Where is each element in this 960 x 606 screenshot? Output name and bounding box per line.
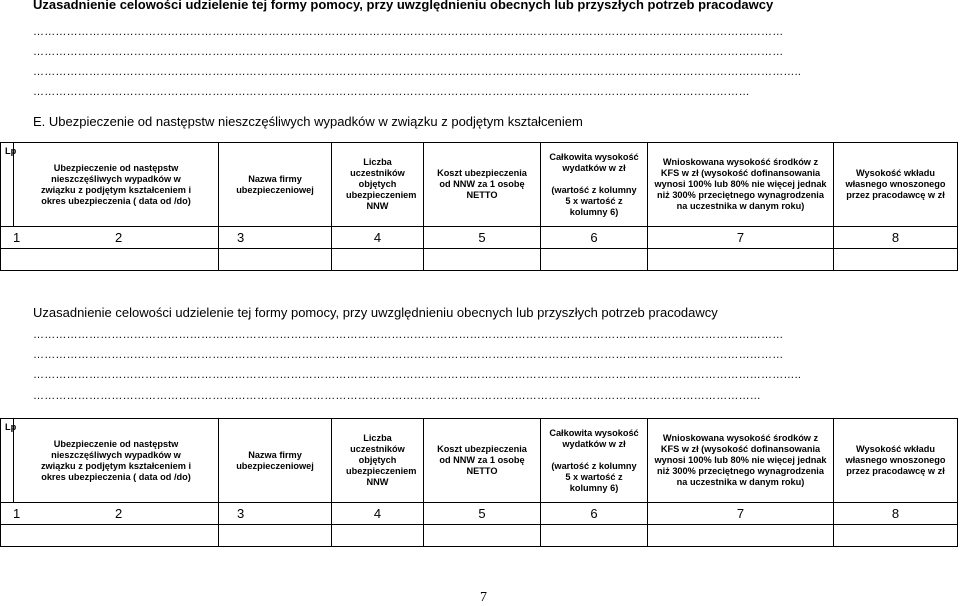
column-number-4-b: 4 <box>332 503 424 525</box>
bottom-dot-line-3[interactable]: …………………………………………………………………………………………………………………………………………………………………………………….. <box>33 369 802 381</box>
header-own-contribution: Wysokość wkładu własnego wnoszonego przez pracodawcę w zł <box>834 143 958 227</box>
header-lp: Lp <box>1 143 14 227</box>
entry-cell-participants[interactable] <box>332 249 424 271</box>
page-number: 7 <box>480 590 487 605</box>
column-number-7-b: 7 <box>648 503 834 525</box>
header-insurance-period-2: Ubezpieczenie od następstw nieszczęśliwych wypadków w związku z podjętym kształceniem i okres ubezpieczenia ( data od /do) <box>14 419 219 503</box>
top-dot-line-3[interactable]: …………………………………………………………………………………………………………………………………………………………………………………….. <box>33 66 802 78</box>
header-kfs-amount-2: Wnioskowana wysokość środków z KFS w zł (wysokość dofinansowania wynosi 100% lub 80% nie więcej jednak niż 300% przeciętnego wynagrodzenia na uczestnika w danym roku) <box>648 419 834 503</box>
column-number-5: 5 <box>424 227 541 249</box>
top-dot-line-1[interactable]: ………………………………………………………………………………………………………………………………………………………………………………… <box>33 26 784 38</box>
column-number-6-b: 6 <box>541 503 648 525</box>
column-number-6: 6 <box>541 227 648 249</box>
column-number-5-b: 5 <box>424 503 541 525</box>
entry-cell-cost[interactable] <box>424 249 541 271</box>
bottom-dot-line-1[interactable]: ………………………………………………………………………………………………………………………………………………………………………………… <box>33 329 784 341</box>
entry-cell-insurer[interactable] <box>219 249 332 271</box>
entry-cell-own[interactable] <box>834 249 958 271</box>
bottom-dot-line-2[interactable]: ………………………………………………………………………………………………………………………………………………………………………………… <box>33 349 784 361</box>
insurance-table-2 <box>0 418 958 547</box>
bottom-dot-line-4[interactable]: …………………………………………………………………………………………………………………………………………………………………………… <box>33 390 761 402</box>
bottom-justification-heading: Uzasadnienie celowości udzielenie tej formy pomocy, przy uwzględnieniu obecnych lub przyszłych potrzeb pracodawcy <box>33 305 718 320</box>
column-number-8-b: 8 <box>834 503 958 525</box>
header-total-expenses <box>541 143 648 227</box>
column-number-3: 3 <box>237 230 245 245</box>
column-number-cell-2 <box>115 227 332 249</box>
column-number-3-b: 3 <box>237 506 245 521</box>
column-number-1-b: 1 <box>1 503 219 525</box>
entry-cell-total-b[interactable] <box>541 525 648 547</box>
header-lp-2: Lp <box>1 419 14 503</box>
header-row <box>1 143 958 227</box>
header-total-expenses-formula-2: (wartość z kolumny 5 x wartość z kolumny 6) <box>551 460 637 493</box>
header-own-contribution-2: Wysokość wkładu własnego wnoszonego przez pracodawcę w zł <box>834 419 958 503</box>
entry-cell-kfs-b[interactable] <box>648 525 834 547</box>
header-total-expenses-2 <box>541 419 648 503</box>
header-total-expenses-label-2: Całkowita wysokość wydatków w zł <box>549 427 639 449</box>
header-insurance-period: Ubezpieczenie od następstw nieszczęśliwych wypadków w związku z podjętym kształceniem i okres ubezpieczenia ( data od /do) <box>14 143 219 227</box>
top-dot-line-2[interactable]: ………………………………………………………………………………………………………………………………………………………………………………… <box>33 46 784 58</box>
column-number-8: 8 <box>834 227 958 249</box>
entry-row-2 <box>1 525 958 547</box>
header-cost-per-person: Koszt ubezpieczenia od NNW za 1 osobę NETTO <box>424 143 541 227</box>
entry-cell-participants-b[interactable] <box>332 525 424 547</box>
column-number-2: 2 <box>115 230 123 245</box>
header-participants-count-2: Liczba uczestników objętych ubezpieczeniem NNW <box>332 419 424 503</box>
column-number-2-b: 2 <box>115 506 123 521</box>
column-number-row <box>1 227 958 249</box>
column-number-4: 4 <box>332 227 424 249</box>
header-insurer-name: Nazwa firmy ubezpieczeniowej <box>219 143 332 227</box>
entry-cell-total[interactable] <box>541 249 648 271</box>
insurance-table-1 <box>0 142 958 271</box>
entry-cell-insurer-b[interactable] <box>219 525 332 547</box>
header-kfs-amount: Wnioskowana wysokość środków z KFS w zł (wysokość dofinansowania wynosi 100% lub 80% nie więcej jednak niż 300% przeciętnego wynagrodzenia na uczestnika w danym roku) <box>648 143 834 227</box>
top-dot-line-4[interactable]: ………………………………………………………………………………………………………………………………………………………………………… <box>33 86 750 98</box>
header-insurer-name-2: Nazwa firmy ubezpieczeniowej <box>219 419 332 503</box>
top-justification-heading: Uzasadnienie celowości udzielenie tej formy pomocy, przy uwzględnieniu obecnych lub przyszłych potrzeb pracodawcy <box>33 0 774 12</box>
header-total-expenses-label: Całkowita wysokość wydatków w zł <box>549 151 639 173</box>
entry-cell-kfs[interactable] <box>648 249 834 271</box>
section-e-title: E. Ubezpieczenie od następstw nieszczęśliwych wypadków w związku z podjętym kształceniem <box>33 114 583 129</box>
column-number-row-2 <box>1 503 958 525</box>
header-total-expenses-formula: (wartość z kolumny 5 x wartość z kolumny 6) <box>551 184 637 217</box>
entry-cell-1-b[interactable] <box>1 525 219 547</box>
column-number-7: 7 <box>648 227 834 249</box>
column-number-1: 1 <box>1 227 219 249</box>
entry-cell-cost-b[interactable] <box>424 525 541 547</box>
entry-cell-1[interactable] <box>1 249 219 271</box>
header-participants-count: Liczba uczestników objętych ubezpieczeniem NNW <box>332 143 424 227</box>
header-row-2 <box>1 419 958 503</box>
entry-cell-own-b[interactable] <box>834 525 958 547</box>
header-cost-per-person-2: Koszt ubezpieczenia od NNW za 1 osobę NETTO <box>424 419 541 503</box>
column-number-cell-2-b <box>115 503 332 525</box>
entry-row <box>1 249 958 271</box>
